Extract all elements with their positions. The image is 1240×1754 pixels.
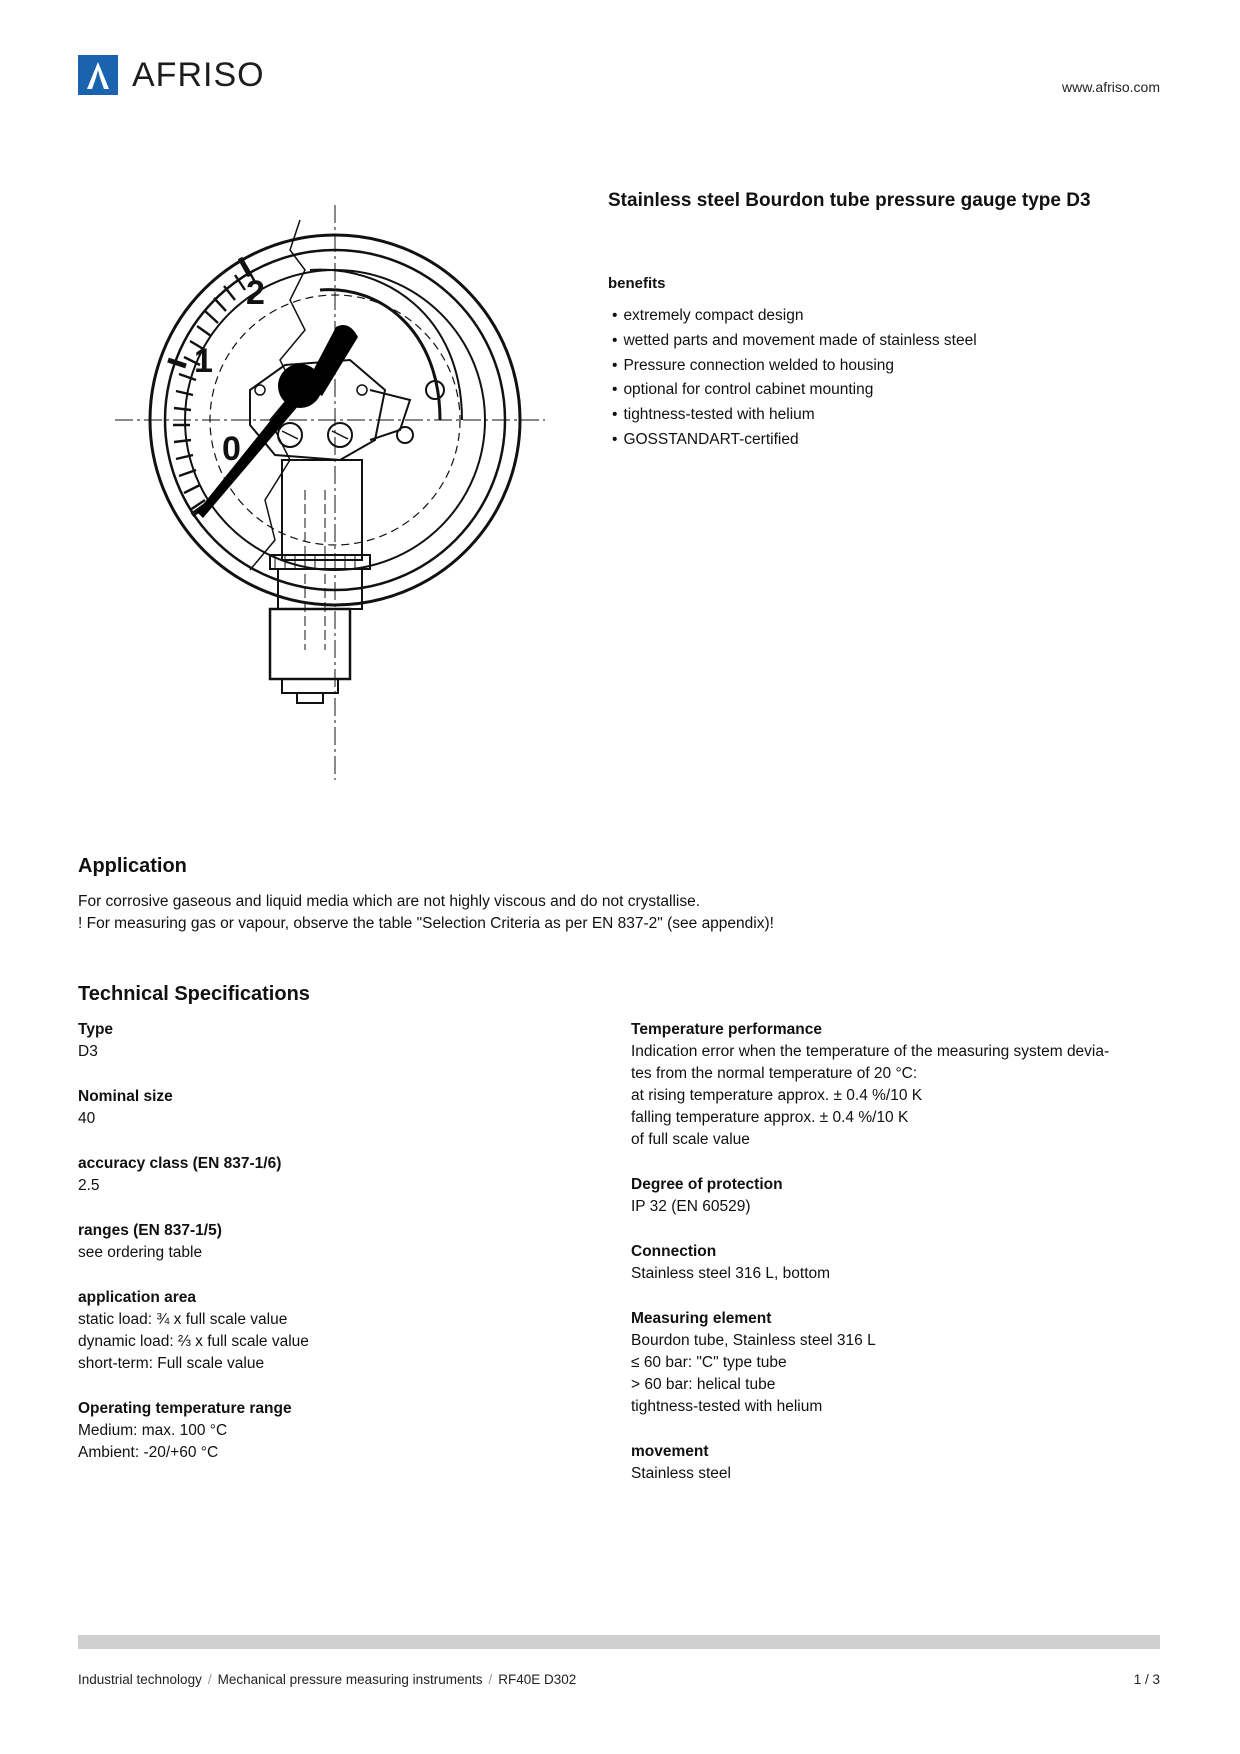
spec-operating-temperature [78,1398,598,1464]
spec-value: static load: ¾ x full scale value dynamic load: ⅔ x full scale value short-term: Full scale value [78,1311,309,1372]
breadcrumb-separator: / [207,1672,212,1687]
spec-measuring-element [631,1308,1161,1418]
spec-application-area [78,1287,598,1375]
gauge-scale-label: 0 [222,430,241,468]
benefit-item: • wetted parts and movement made of stainless steel [612,329,977,354]
benefit-item: • optional for control cabinet mounting [612,378,977,403]
spec-temperature-performance [631,1019,1161,1151]
spec-value: D3 [78,1043,98,1060]
spec-value: Indication error when the temperature of the measuring system devia- tes from the normal temperature of 20 °C: at rising temperature approx. ± 0.4 %/10 K falling temperature approx. ± 0.4 %/10 K of full scale value [631,1043,1110,1148]
spec-label: Measuring element [631,1310,772,1327]
specs-right-column [631,1019,1161,1508]
spec-value: IP 32 (EN 60529) [631,1198,751,1215]
spec-value: Medium: max. 100 °C Ambient: -20/+60 °C [78,1422,228,1461]
breadcrumb-item[interactable]: Industrial technology [78,1672,202,1687]
benefit-item: • GOSSTANDART-certified [612,428,977,453]
spec-label: Type [78,1021,114,1038]
spec-label: Temperature performance [631,1021,822,1038]
brand-name: AFRISO [132,55,265,94]
breadcrumb-item: RF40E D302 [498,1672,577,1687]
spec-accuracy-class [78,1153,598,1197]
spec-label: application area [78,1289,197,1306]
benefit-item: • Pressure connection welded to housing [612,354,977,379]
spec-label: Operating temperature range [78,1400,292,1417]
website-url[interactable]: www.afriso.com [1061,79,1160,95]
footer-divider-bar [78,1635,1160,1649]
application-heading: Application [78,855,187,877]
spec-connection [631,1241,1161,1285]
benefits-list [612,304,977,453]
spec-value: 40 [78,1110,96,1127]
benefit-item: • tightness-tested with helium [612,403,977,428]
spec-label: movement [631,1443,709,1460]
spec-value: see ordering table [78,1244,203,1261]
application-note: ! For measuring gas or vapour, observe the table "Selection Criteria as per EN 837-2" (see appendix)! [78,915,774,932]
spec-label: Connection [631,1243,717,1260]
spec-degree-of-protection [631,1174,1161,1218]
breadcrumb-separator: / [488,1672,493,1687]
spec-label: ranges (EN 837-1/5) [78,1222,222,1239]
company-logo [78,55,265,95]
benefits-heading: benefits [608,275,666,292]
breadcrumb-item[interactable]: Mechanical pressure measuring instruments [217,1672,483,1687]
breadcrumb [78,1672,576,1687]
gauge-scale-label: 1 [194,342,213,380]
spec-value: Stainless steel 316 L, bottom [631,1265,831,1282]
spec-value: Bourdon tube, Stainless steel 316 L ≤ 60 bar: "C" type tube > 60 bar: helical tube tightness-tested with helium [631,1332,876,1415]
spec-label: Nominal size [78,1088,173,1105]
gauge-technical-drawing [100,190,560,790]
spec-movement [631,1441,1161,1485]
afriso-triangle-logo-icon [78,55,118,95]
gauge-scale-label: 2 [246,274,265,312]
benefit-item: • extremely compact design [612,304,977,329]
spec-value: Stainless steel [631,1465,731,1482]
product-title: Stainless steel Bourdon tube pressure gauge type D3 [608,190,1091,211]
page-number: 1 / 3 [1133,1672,1160,1687]
footer [78,1672,1160,1687]
application-text [78,891,774,935]
spec-ranges [78,1220,598,1264]
spec-value: 2.5 [78,1177,100,1194]
spec-nominal-size [78,1086,598,1130]
technical-specifications-heading: Technical Specifications [78,983,310,1005]
application-line: For corrosive gaseous and liquid media which are not highly viscous and do not crystallise. [78,893,701,910]
specs-left-column [78,1019,598,1487]
spec-type [78,1019,598,1063]
spec-label: Degree of protection [631,1176,783,1193]
spec-label: accuracy class (EN 837-1/6) [78,1155,282,1172]
